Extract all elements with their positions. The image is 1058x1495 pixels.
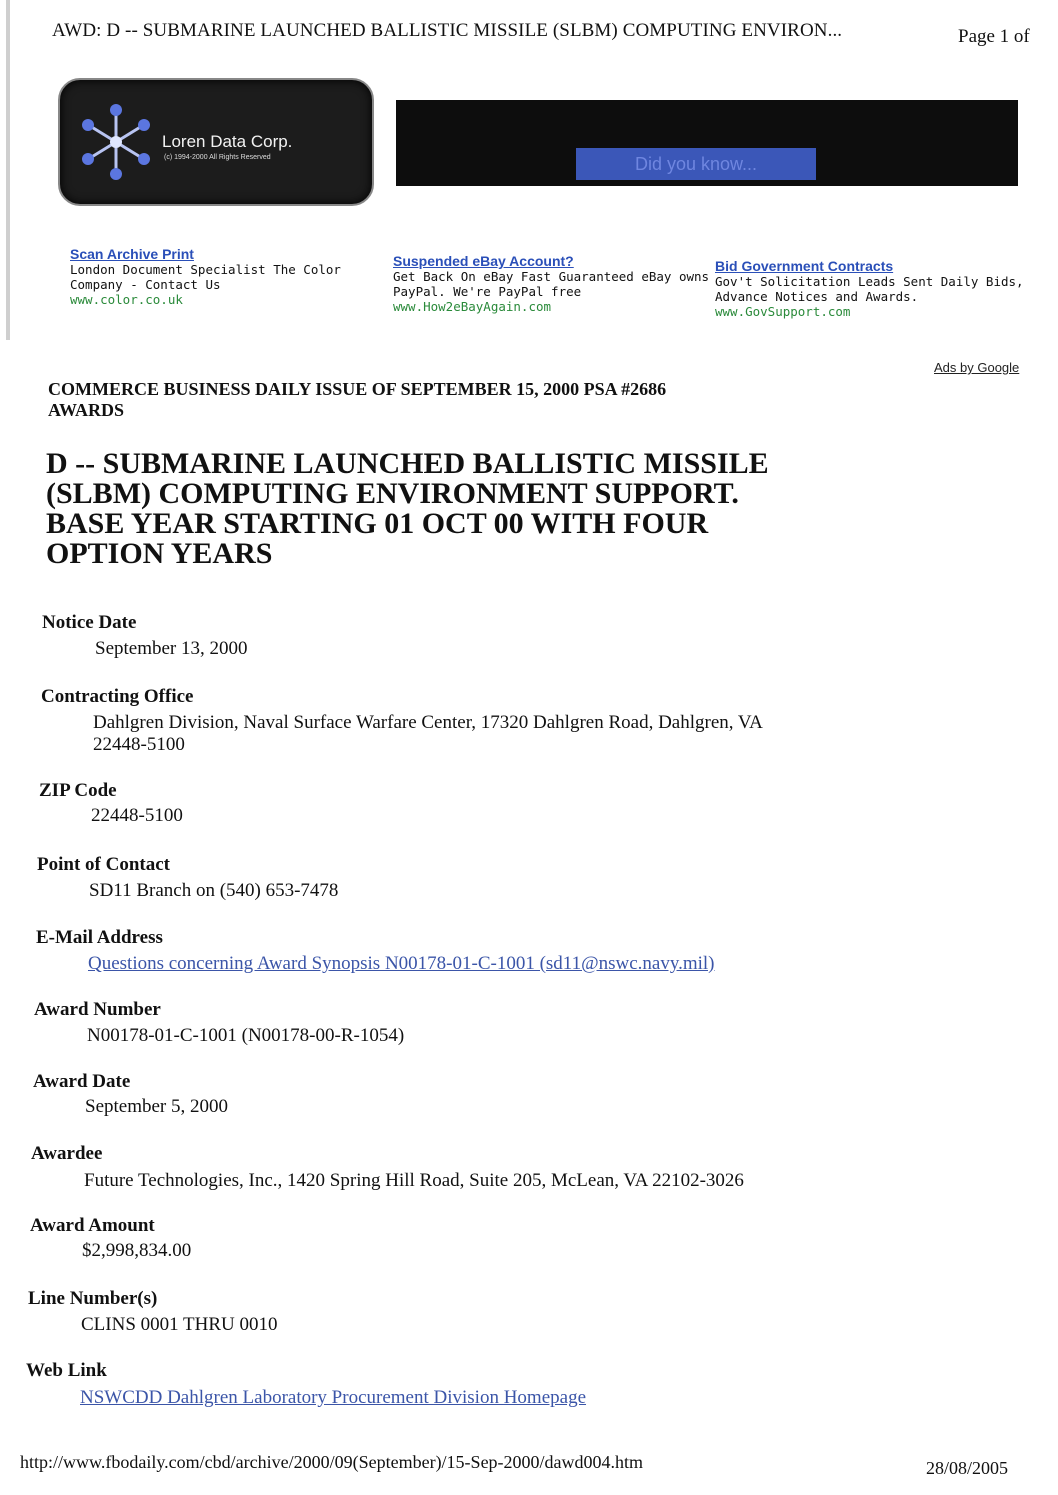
web-link-label: Web Link (26, 1360, 107, 1381)
contracting-office-label: Contracting Office (41, 686, 194, 707)
award-number-value: N00178-01-C-1001 (N00178-00-R-1054) (87, 1025, 405, 1046)
ad-text: Advance Notices and Awards. (715, 289, 919, 304)
ad-text: Company - Contact Us (70, 277, 221, 292)
point-of-contact-value: SD11 Branch on (540) 653-7478 (89, 880, 339, 901)
ad-bid-government[interactable] (715, 259, 1024, 319)
ad-scan-archive[interactable] (70, 247, 341, 307)
ad-text: PayPal. We're PayPal free (393, 284, 582, 299)
scan-margin-rule (6, 0, 10, 340)
issue-section: AWARDS (48, 400, 125, 420)
award-amount-value: $2,998,834.00 (82, 1240, 192, 1261)
line-numbers-value: CLINS 0001 THRU 0010 (81, 1314, 278, 1335)
ad-title[interactable]: Suspended eBay Account? (393, 253, 574, 269)
contracting-office-zip: 22448-5100 (93, 734, 185, 755)
ad-title[interactable]: Bid Government Contracts (715, 258, 894, 274)
banner-ad[interactable] (396, 100, 1018, 186)
award-date-value: September 5, 2000 (85, 1096, 229, 1117)
logo-company-name: Loren Data Corp. (162, 132, 293, 151)
zip-code-label: ZIP Code (39, 780, 117, 801)
ad-url[interactable]: www.How2eBayAgain.com (393, 299, 552, 314)
print-page-number: Page 1 of (958, 26, 1030, 47)
title-line: BASE YEAR STARTING 01 OCT 00 WITH FOUR (46, 507, 709, 540)
title-line: OPTION YEARS (46, 537, 273, 570)
notice-title (46, 449, 946, 569)
ads-by-google-link[interactable]: Ads by Google (934, 360, 1020, 375)
zip-code-value: 22448-5100 (91, 805, 183, 826)
web-link[interactable]: NSWCDD Dahlgren Laboratory Procurement Division Homepage (80, 1387, 587, 1408)
title-line: (SLBM) COMPUTING ENVIRONMENT SUPPORT. (46, 477, 739, 510)
ad-title[interactable]: Scan Archive Print (70, 246, 194, 262)
print-header-title: AWD: D -- SUBMARINE LAUNCHED BALLISTIC MISSILE (SLBM) COMPUTING ENVIRON... (52, 20, 843, 41)
notice-date-label: Notice Date (42, 612, 137, 633)
ad-text: Get Back On eBay Fast Guaranteed eBay owns (393, 269, 710, 284)
award-date-label: Award Date (33, 1071, 131, 1092)
email-label: E-Mail Address (36, 927, 163, 948)
footer-date: 28/08/2005 (926, 1458, 1009, 1478)
did-you-know-button[interactable]: Did you know... (576, 148, 816, 180)
ad-url[interactable]: www.color.co.uk (70, 292, 183, 307)
molecule-icon (78, 102, 154, 182)
ad-url[interactable]: www.GovSupport.com (715, 304, 851, 319)
loren-data-logo[interactable] (58, 78, 374, 206)
notice-date-value: September 13, 2000 (95, 638, 248, 659)
point-of-contact-label: Point of Contact (37, 854, 170, 875)
awardee-label: Awardee (31, 1143, 103, 1164)
award-amount-label: Award Amount (30, 1215, 155, 1236)
line-numbers-label: Line Number(s) (28, 1288, 158, 1309)
ad-suspended-ebay[interactable] (393, 254, 709, 314)
footer-url: http://www.fbodaily.com/cbd/archive/2000/09(September)/15-Sep-2000/dawd004.htm (20, 1452, 644, 1472)
award-number-label: Award Number (34, 999, 161, 1020)
logo-copyright: (c) 1994-2000 All Rights Reserved (164, 154, 271, 161)
email-link[interactable]: Questions concerning Award Synopsis N00178-01-C-1001 (sd11@nswc.navy.mil) (88, 953, 715, 974)
ad-text: Gov't Solicitation Leads Sent Daily Bids, (715, 274, 1024, 289)
title-line: D -- SUBMARINE LAUNCHED BALLISTIC MISSILE (46, 447, 769, 480)
contracting-office-value: Dahlgren Division, Naval Surface Warfare Center, 17320 Dahlgren Road, Dahlgren, VA (93, 712, 763, 733)
awardee-value: Future Technologies, Inc., 1420 Spring Hill Road, Suite 205, McLean, VA 22102-3026 (84, 1170, 744, 1191)
issue-header (48, 379, 666, 421)
ad-text: London Document Specialist The Color (70, 262, 341, 277)
issue-line: COMMERCE BUSINESS DAILY ISSUE OF SEPTEMBER 15, 2000 PSA #2686 (48, 379, 667, 399)
